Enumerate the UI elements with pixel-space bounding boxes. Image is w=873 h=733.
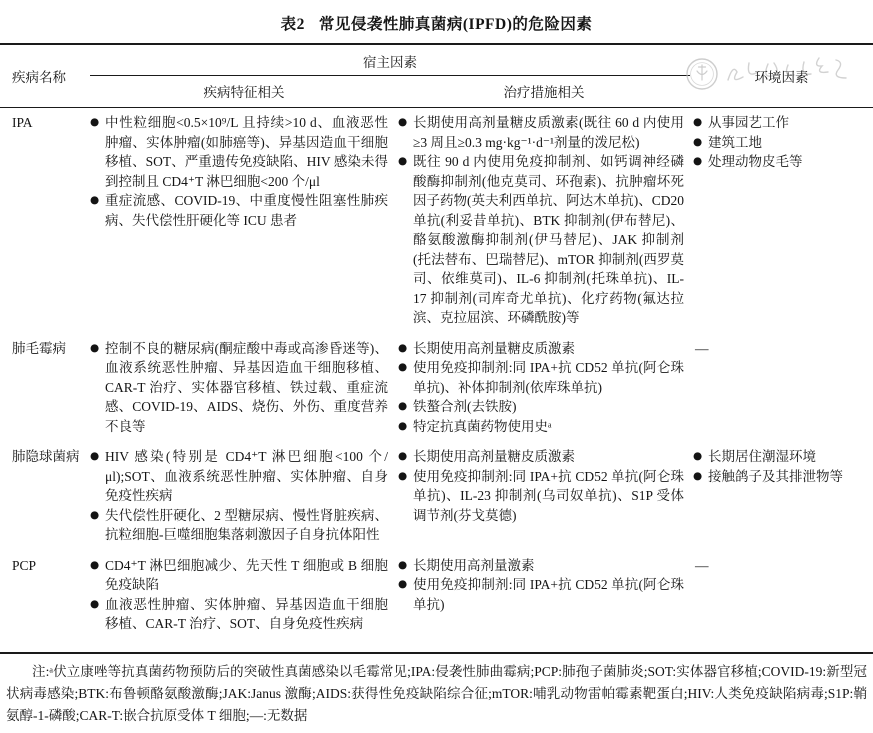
environment-cell xyxy=(690,339,873,437)
header-environment xyxy=(690,66,873,86)
treatment-cell xyxy=(398,339,690,437)
bullet-icon: ● xyxy=(693,135,703,148)
header-disease-related: 疾病特征相关 xyxy=(203,85,285,100)
header-host-factors-group xyxy=(90,45,690,107)
list-item: ● HIV 感染(特别是 CD4⁺T 淋巴细胞<100 个/μl);SOT、血液系统恶性肿瘤、实体肿瘤、自身免疫性疾病 xyxy=(90,447,388,506)
list-item: ● 使用免疫抑制剂:同 IPA+抗 CD52 单抗(阿仑珠单抗)、IL-23 抑制剂(乌司奴单抗)、S1P 受体调节剂(芬戈莫德) xyxy=(398,467,684,526)
list-item: ● 使用免疫抑制剂:同 IPA+抗 CD52 单抗(阿仑珠单抗)、补体抑制剂(依库珠单抗) xyxy=(398,358,684,397)
disease-name: IPA xyxy=(12,115,33,130)
bullet-icon: ● xyxy=(398,155,408,167)
bullet-icon: ● xyxy=(90,508,100,521)
table-row-ipa xyxy=(0,108,873,334)
bullet-icon: ● xyxy=(693,116,703,128)
disease-name: 肺隐球菌病 xyxy=(12,449,80,464)
bullet-icon: ● xyxy=(90,341,100,354)
table-row-mucormycosis xyxy=(0,334,873,443)
environment-cell xyxy=(690,113,873,328)
header-environment-label: 环境因素 xyxy=(754,70,809,85)
list-item: ● 特定抗真菌药物使用史ᵃ xyxy=(398,417,684,437)
header-treatment-related: 治疗措施相关 xyxy=(503,85,585,100)
bullet-icon: ● xyxy=(398,578,408,590)
no-data-dash: — xyxy=(695,557,709,573)
table-row-cryptococcosis xyxy=(0,442,873,551)
list-item: ● 长期使用高剂量糖皮质激素 xyxy=(398,447,684,467)
list-item: ● 中性粒细胞<0.5×10⁹/L 且持续>10 d、血液恶性肿瘤、实体肿瘤(如肺癌等)、异基因造血干细胞移植、SOT、严重遗传免疫缺陷、HIV 感染未得到控制且 CD4⁺T 淋巴细胞<200 个/μl xyxy=(90,113,388,191)
treatment-cell xyxy=(398,556,690,634)
list-item: ● 控制不良的糖尿病(酮症酸中毒或高渗昏迷等)、血液系统恶性肿瘤、异基因造血干细胞移植、CAR-T 治疗、实体器官移植、铁过载、重症流感、COVID-19、AIDS、烧伤、外伤、重度营养不良等 xyxy=(90,339,388,437)
list-item: ● 血液恶性肿瘤、实体肿瘤、异基因造血干细胞移植、CAR-T 治疗、SOT、自身免疫性疾病 xyxy=(90,595,388,634)
treatment-cell xyxy=(398,447,690,545)
table-title xyxy=(0,8,873,43)
list-item: ● CD4⁺T 淋巴细胞减少、先天性 T 细胞或 B 细胞免疫缺陷 xyxy=(90,556,388,595)
bullet-icon: ● xyxy=(398,419,408,432)
list-item: ● 长期使用高剂量激素 xyxy=(398,556,684,576)
disease-feature-cell xyxy=(90,556,398,634)
bullet-icon: ● xyxy=(398,469,408,482)
table-header xyxy=(0,45,873,108)
environment-cell xyxy=(690,447,873,545)
bullet-icon: ● xyxy=(398,400,408,412)
bullet-icon: ● xyxy=(693,155,703,167)
list-item: ● 使用免疫抑制剂:同 IPA+抗 CD52 单抗(阿仑珠单抗) xyxy=(398,575,684,614)
bullet-icon: ● xyxy=(398,558,408,571)
disease-name: PCP xyxy=(12,557,37,573)
bullet-icon: ● xyxy=(90,597,100,610)
bullet-icon: ● xyxy=(90,194,100,206)
list-item: ● 接触鸽子及其排泄物等 xyxy=(693,467,869,487)
table-footnote: 注:ᵃ伏立康唑等抗真菌药物预防后的突破性真菌感染以毛霉常见;IPA:侵袭性肺曲霉病;PCP:肺孢子菌肺炎;SOT:实体器官移植;COVID-19:新型冠状病毒感染;BTK:布鲁顿酪氨酸激酶;JAK:Janus 激酶;AIDS:获得性免疫缺陷综合征;mTOR:哺乳动物雷帕霉素靶蛋白;HIV:人类免疫缺陷病毒;S1P:鞘氨醇-1-磷酸;CAR-T:嵌合抗原受体 T 细胞;—:无数据 xyxy=(6,663,867,723)
list-item: ● 重症流感、COVID-19、中重度慢性阻塞性肺疾病、失代偿性肝硬化等 ICU 患者 xyxy=(90,191,388,230)
treatment-cell xyxy=(398,113,690,328)
table-row-pcp xyxy=(0,551,873,652)
environment-cell xyxy=(690,556,873,634)
no-data-dash: — xyxy=(695,340,709,356)
bullet-icon: ● xyxy=(398,361,408,373)
bullet-icon: ● xyxy=(693,450,703,462)
list-item: ● 从事园艺工作 xyxy=(693,113,869,133)
list-item: ● 失代偿性肝硬化、2 型糖尿病、慢性肾脏疾病、抗粒细胞-巨噬细胞集落刺激因子自身抗体阳性 xyxy=(90,506,388,545)
bullet-icon: ● xyxy=(90,450,100,462)
header-disease-name: 疾病名称 xyxy=(12,70,66,85)
list-item: ● 既往 90 d 内使用免疫抑制剂、如钙调神经磷酸酶抑制剂(他克莫司、环孢素)、抗肿瘤坏死因子药物(英夫利西单抗、阿达木单抗)、CD20 单抗(利妥昔单抗)、BTK 抑制剂(伊布替尼)、酪氨酸激酶抑制剂(伊马替尼)、JAK 抑制剂(托法替布、巴瑞替尼)、mTOR 抑制剂(西罗莫司、依维莫司)、IL-6 抑制剂(托珠单抗)、IL-17 抑制剂(司库奇尤单抗)、化疗药物(氟达拉滨、克拉屈滨、环磷酰胺)等 xyxy=(398,152,684,328)
table-number: 表2 xyxy=(280,16,305,33)
disease-name: 肺毛霉病 xyxy=(12,340,66,356)
bullet-icon: ● xyxy=(398,116,408,128)
list-item: ● 长期居住潮湿环境 xyxy=(693,447,869,467)
list-item: ● 处理动物皮毛等 xyxy=(693,152,869,172)
risk-factor-table xyxy=(0,43,873,654)
header-host-factors: 宿主因素 xyxy=(90,45,690,76)
list-item: ● 长期使用高剂量糖皮质激素(既往 60 d 内使用≥3 周且≥0.3 mg·kg⁻¹·d⁻¹剂量的泼尼松) xyxy=(398,113,684,152)
disease-feature-cell xyxy=(90,113,398,328)
list-item: ● 长期使用高剂量糖皮质激素 xyxy=(398,339,684,359)
bullet-icon: ● xyxy=(693,469,703,482)
list-item: ● 建筑工地 xyxy=(693,133,869,153)
bullet-icon: ● xyxy=(398,450,408,462)
table-title-text: 常见侵袭性肺真菌病(IPFD)的危险因素 xyxy=(318,16,593,33)
bullet-icon: ● xyxy=(90,558,100,571)
list-item: ● 铁螯合剂(去铁胺) xyxy=(398,397,684,417)
disease-feature-cell xyxy=(90,339,398,437)
bullet-icon: ● xyxy=(398,341,408,354)
disease-feature-cell xyxy=(90,447,398,545)
bullet-icon: ● xyxy=(90,116,100,128)
